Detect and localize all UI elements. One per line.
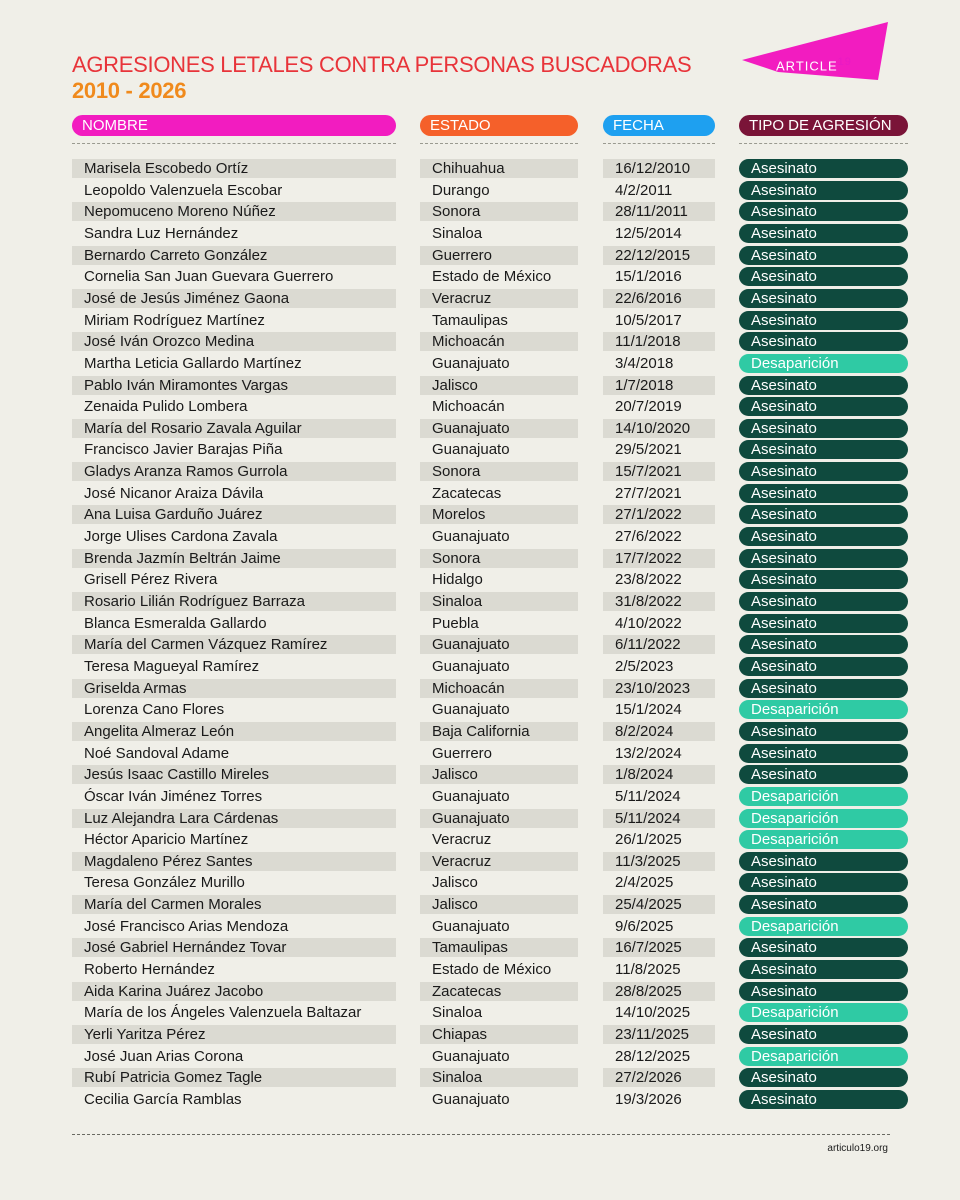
cell-type: Asesinato — [739, 982, 908, 1001]
cell-type: Asesinato — [739, 744, 908, 763]
cell-state: Estado de México — [432, 268, 552, 286]
cell-name: Blanca Esmeralda Gallardo — [84, 614, 267, 632]
table-row — [0, 1003, 960, 1022]
cell-type: Asesinato — [739, 224, 908, 243]
cell-type: Asesinato — [739, 722, 908, 741]
table-row — [0, 635, 960, 654]
table-row — [0, 332, 960, 351]
cell-type: Desaparición — [739, 1047, 908, 1066]
table-row — [0, 1047, 960, 1066]
cell-type: Asesinato — [739, 1090, 908, 1109]
cell-type: Desaparición — [739, 917, 908, 936]
article19-logo — [738, 20, 890, 86]
cell-type: Asesinato — [739, 1068, 908, 1087]
cell-date: 22/12/2015 — [603, 246, 715, 265]
cell-name: José Nicanor Araiza Dávila — [84, 484, 264, 502]
header-divider-state — [420, 143, 578, 144]
table-row — [0, 397, 960, 416]
table-row — [0, 830, 960, 849]
cell-name: Magdaleno Pérez Santes — [72, 852, 396, 871]
cell-state: Guanajuato — [432, 1090, 510, 1108]
footer-url: articulo19.org — [827, 1143, 888, 1154]
cell-type: Asesinato — [739, 505, 908, 524]
cell-state: Guanajuato — [432, 917, 510, 935]
cell-date: 28/11/2011 — [603, 202, 715, 221]
cell-type: Asesinato — [739, 159, 908, 178]
cell-name: José Iván Orozco Medina — [72, 332, 396, 351]
cell-type: Asesinato — [739, 635, 908, 654]
cell-type: Asesinato — [739, 960, 908, 979]
table-row — [0, 960, 960, 979]
cell-type: Asesinato — [739, 1025, 908, 1044]
cell-date: 1/8/2024 — [603, 765, 715, 784]
cell-name: Aida Karina Juárez Jacobo — [72, 982, 396, 1001]
cell-type: Asesinato — [739, 938, 908, 957]
cell-state: Estado de México — [432, 961, 552, 979]
cell-date: 15/1/2024 — [615, 701, 682, 719]
cell-state: Sinaloa — [420, 1068, 578, 1087]
cell-state: Sinaloa — [432, 1004, 483, 1022]
cell-state: Jalisco — [420, 376, 578, 395]
cell-type: Asesinato — [739, 332, 908, 351]
header-type: TIPO DE AGRESIÓN — [739, 115, 908, 136]
cell-state: Chihuahua — [420, 159, 578, 178]
cell-type: Asesinato — [739, 484, 908, 503]
cell-state: Guanajuato — [420, 635, 578, 654]
cell-state: Guerrero — [420, 246, 578, 265]
cell-state: Durango — [432, 181, 490, 199]
cell-date: 8/2/2024 — [603, 722, 715, 741]
cell-state: Tamaulipas — [432, 311, 508, 329]
header-divider-name — [72, 143, 396, 144]
cell-type: Asesinato — [739, 679, 908, 698]
cell-date: 25/4/2025 — [603, 895, 715, 914]
cell-date: 28/8/2025 — [603, 982, 715, 1001]
cell-name: Sandra Luz Hernández — [84, 224, 239, 242]
cell-state: Veracruz — [420, 852, 578, 871]
cell-type: Asesinato — [739, 873, 908, 892]
cell-date: 27/7/2021 — [615, 484, 682, 502]
cell-name: Nepomuceno Moreno Núñez — [72, 202, 396, 221]
cell-name: María de los Ángeles Valenzuela Baltazar — [84, 1004, 362, 1022]
table-row — [0, 505, 960, 524]
cell-type: Asesinato — [739, 246, 908, 265]
cell-state: Sinaloa — [432, 224, 483, 242]
cell-name: Noé Sandoval Adame — [84, 744, 230, 762]
cell-type: Asesinato — [739, 289, 908, 308]
cell-name: Leopoldo Valenzuela Escobar — [84, 181, 283, 199]
cell-date: 31/8/2022 — [603, 592, 715, 611]
cell-type: Asesinato — [739, 549, 908, 568]
table-row — [0, 809, 960, 828]
logo-word: ARTICLE — [776, 58, 838, 74]
cell-date: 22/6/2016 — [603, 289, 715, 308]
table-row — [0, 895, 960, 914]
cell-name: Teresa Magueyal Ramírez — [84, 657, 260, 675]
table-row — [0, 614, 960, 633]
cell-name: Pablo Iván Miramontes Vargas — [72, 376, 396, 395]
table-row — [0, 938, 960, 957]
cell-name: Miriam Rodríguez Martínez — [84, 311, 265, 329]
cell-state: Guanajuato — [432, 657, 510, 675]
cell-date: 23/11/2025 — [603, 1025, 715, 1044]
cell-date: 16/7/2025 — [603, 938, 715, 957]
cell-state: Zacatecas — [420, 982, 578, 1001]
cell-date: 26/1/2025 — [615, 831, 682, 849]
cell-state: Jalisco — [420, 765, 578, 784]
logo-text — [776, 56, 852, 73]
table-row — [0, 744, 960, 763]
cell-name: Brenda Jazmín Beltrán Jaime — [72, 549, 396, 568]
table-row — [0, 765, 960, 784]
cell-state: Guanajuato — [420, 419, 578, 438]
table-row — [0, 982, 960, 1001]
cell-date: 11/1/2018 — [603, 332, 715, 351]
cell-date: 23/10/2023 — [603, 679, 715, 698]
cell-state: Guerrero — [432, 744, 493, 762]
cell-date: 13/2/2024 — [615, 744, 682, 762]
table-row — [0, 549, 960, 568]
cell-date: 4/10/2022 — [615, 614, 682, 632]
table-row — [0, 224, 960, 243]
cell-date: 2/5/2023 — [615, 657, 674, 675]
cell-name: Cecilia García Ramblas — [84, 1090, 242, 1108]
table-row — [0, 440, 960, 459]
table-row — [0, 679, 960, 698]
cell-type: Asesinato — [739, 419, 908, 438]
cell-date: 5/11/2024 — [603, 809, 715, 828]
table-row — [0, 787, 960, 806]
cell-state: Jalisco — [420, 895, 578, 914]
cell-date: 9/6/2025 — [615, 917, 674, 935]
cell-name: Teresa González Murillo — [84, 874, 245, 892]
table-row — [0, 267, 960, 286]
cell-name: Bernardo Carreto González — [72, 246, 396, 265]
cell-name: Griselda Armas — [72, 679, 396, 698]
cell-type: Asesinato — [739, 765, 908, 784]
cell-name: Francisco Javier Barajas Piña — [84, 441, 283, 459]
cell-state: Guanajuato — [432, 1047, 510, 1065]
cell-name: Cornelia San Juan Guevara Guerrero — [84, 268, 334, 286]
table-row — [0, 246, 960, 265]
table-row — [0, 722, 960, 741]
header-divider-type — [739, 143, 908, 144]
cell-state: Sonora — [420, 462, 578, 481]
table-row — [0, 202, 960, 221]
cell-type: Asesinato — [739, 657, 908, 676]
table-row — [0, 1025, 960, 1044]
cell-date: 28/12/2025 — [615, 1047, 691, 1065]
cell-state: Baja California — [420, 722, 578, 741]
cell-name: Yerli Yaritza Pérez — [72, 1025, 396, 1044]
cell-name: Gladys Aranza Ramos Gurrola — [72, 462, 396, 481]
cell-name: Héctor Aparicio Martínez — [84, 831, 249, 849]
cell-date: 27/2/2026 — [603, 1068, 715, 1087]
cell-name: Martha Leticia Gallardo Martínez — [84, 354, 302, 372]
cell-state: Chiapas — [420, 1025, 578, 1044]
table-row — [0, 376, 960, 395]
cell-date: 12/5/2014 — [615, 224, 682, 242]
cell-state: Puebla — [432, 614, 479, 632]
cell-date: 11/3/2025 — [603, 852, 715, 871]
cell-date: 19/3/2026 — [615, 1090, 682, 1108]
cell-state: Guanajuato — [420, 809, 578, 828]
header-state: ESTADO — [420, 115, 578, 136]
cell-type: Asesinato — [739, 440, 908, 459]
cell-name: Jorge Ulises Cardona Zavala — [84, 528, 278, 546]
cell-state: Veracruz — [432, 831, 492, 849]
cell-name: Rosario Lilián Rodríguez Barraza — [72, 592, 396, 611]
cell-state: Sonora — [420, 549, 578, 568]
table-row — [0, 917, 960, 936]
cell-type: Asesinato — [739, 614, 908, 633]
table-row — [0, 1068, 960, 1087]
cell-name: Óscar Iván Jiménez Torres — [84, 787, 263, 805]
cell-state: Morelos — [420, 505, 578, 524]
cell-date: 27/6/2022 — [615, 528, 682, 546]
table-row — [0, 657, 960, 676]
cell-type: Asesinato — [739, 267, 908, 286]
cell-name: María del Carmen Morales — [72, 895, 396, 914]
cell-name: José Francisco Arias Mendoza — [84, 917, 289, 935]
cell-date: 14/10/2025 — [615, 1004, 691, 1022]
cell-state: Michoacán — [420, 679, 578, 698]
table-row — [0, 462, 960, 481]
cell-state: Michoacán — [432, 398, 505, 416]
table-row — [0, 527, 960, 546]
cell-date: 6/11/2022 — [603, 635, 715, 654]
table-row — [0, 419, 960, 438]
cell-name: María del Rosario Zavala Aguilar — [72, 419, 396, 438]
cell-state: Guanajuato — [432, 441, 510, 459]
cell-type: Asesinato — [739, 570, 908, 589]
table-row — [0, 570, 960, 589]
logo-number: 19 — [837, 56, 852, 68]
cell-name: Luz Alejandra Lara Cárdenas — [72, 809, 396, 828]
cell-date: 29/5/2021 — [615, 441, 682, 459]
cell-state: Guanajuato — [432, 354, 510, 372]
cell-name: José Juan Arias Corona — [84, 1047, 244, 1065]
cell-type: Desaparición — [739, 809, 908, 828]
cell-name: Marisela Escobedo Ortíz — [72, 159, 396, 178]
cell-date: 15/7/2021 — [603, 462, 715, 481]
cell-type: Desaparición — [739, 787, 908, 806]
cell-type: Asesinato — [739, 592, 908, 611]
cell-type: Asesinato — [739, 376, 908, 395]
header-name: NOMBRE — [72, 115, 396, 136]
title-line: AGRESIONES LETALES CONTRA PERSONAS BUSCADORAS — [72, 52, 692, 77]
cell-type: Asesinato — [739, 181, 908, 200]
cell-type: Asesinato — [739, 397, 908, 416]
cell-state: Hidalgo — [432, 571, 483, 589]
page-title — [72, 52, 691, 104]
cell-type: Asesinato — [739, 462, 908, 481]
cell-state: Zacatecas — [432, 484, 502, 502]
cell-name: Zenaida Pulido Lombera — [84, 398, 248, 416]
cell-type: Desaparición — [739, 700, 908, 719]
cell-date: 14/10/2020 — [603, 419, 715, 438]
cell-date: 10/5/2017 — [615, 311, 682, 329]
cell-type: Asesinato — [739, 311, 908, 330]
cell-type: Desaparición — [739, 830, 908, 849]
cell-state: Guanajuato — [432, 528, 510, 546]
cell-name: Grisell Pérez Rivera — [84, 571, 218, 589]
cell-name: Jesús Isaac Castillo Mireles — [72, 765, 396, 784]
cell-date: 23/8/2022 — [615, 571, 682, 589]
cell-state: Tamaulipas — [420, 938, 578, 957]
cell-name: José Gabriel Hernández Tovar — [72, 938, 396, 957]
cell-date: 3/4/2018 — [615, 354, 674, 372]
header-divider-date — [603, 143, 715, 144]
cell-date: 2/4/2025 — [615, 874, 674, 892]
cell-type: Asesinato — [739, 895, 908, 914]
cell-date: 15/1/2016 — [615, 268, 682, 286]
cell-name: José de Jesús Jiménez Gaona — [72, 289, 396, 308]
cell-date: 1/7/2018 — [603, 376, 715, 395]
table-row — [0, 354, 960, 373]
table-row — [0, 311, 960, 330]
cell-name: Lorenza Cano Flores — [84, 701, 225, 719]
cell-date: 27/1/2022 — [603, 505, 715, 524]
table-row — [0, 592, 960, 611]
cell-name: Rubí Patricia Gomez Tagle — [72, 1068, 396, 1087]
table-row — [0, 1090, 960, 1109]
cell-state: Guanajuato — [432, 701, 510, 719]
title-years: 2010 - 2026 — [72, 78, 187, 103]
footer-divider — [72, 1134, 890, 1135]
cell-date: 5/11/2024 — [615, 787, 681, 805]
cell-state: Guanajuato — [432, 787, 510, 805]
cell-name: Ana Luisa Garduño Juárez — [72, 505, 396, 524]
cell-state: Michoacán — [420, 332, 578, 351]
cell-state: Jalisco — [432, 874, 478, 892]
cell-state: Sinaloa — [420, 592, 578, 611]
cell-name: María del Carmen Vázquez Ramírez — [72, 635, 396, 654]
cell-date: 20/7/2019 — [615, 398, 682, 416]
cell-type: Asesinato — [739, 527, 908, 546]
cell-type: Desaparición — [739, 1003, 908, 1022]
table-row — [0, 159, 960, 178]
cell-name: Angelita Almeraz León — [72, 722, 396, 741]
table-row — [0, 873, 960, 892]
table-row — [0, 181, 960, 200]
cell-type: Asesinato — [739, 202, 908, 221]
cell-state: Veracruz — [420, 289, 578, 308]
cell-date: 11/8/2025 — [615, 961, 681, 979]
cell-state: Sonora — [420, 202, 578, 221]
cell-type: Desaparición — [739, 354, 908, 373]
table-row — [0, 852, 960, 871]
cell-type: Asesinato — [739, 852, 908, 871]
header-date: FECHA — [603, 115, 715, 136]
cell-date: 16/12/2010 — [603, 159, 715, 178]
table-row — [0, 484, 960, 503]
cell-date: 17/7/2022 — [603, 549, 715, 568]
cell-date: 4/2/2011 — [615, 181, 673, 199]
table-row — [0, 700, 960, 719]
table-row — [0, 289, 960, 308]
cell-name: Roberto Hernández — [84, 961, 215, 979]
